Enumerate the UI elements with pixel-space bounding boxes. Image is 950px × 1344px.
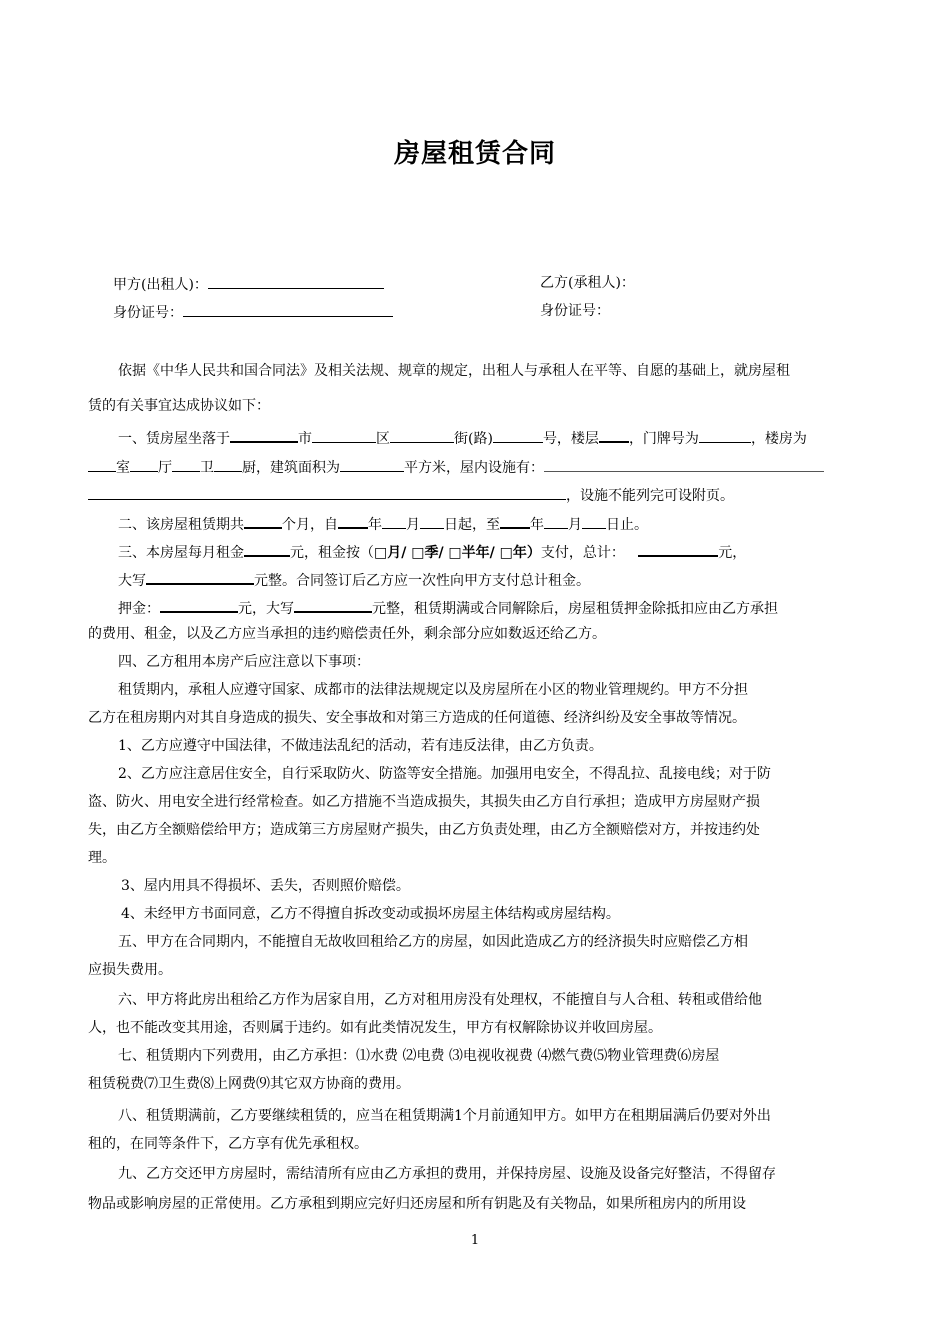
clause3-text: 元整。合同签订后乙方应一次性向甲方支付总计租金。 [254, 573, 590, 589]
lessor-id-blank[interactable] [183, 301, 393, 317]
clause7-line-2: 租赁税费⑺卫生费⑻上网费⑼其它双方协商的费用。 [88, 1076, 410, 1092]
clause1-text: 一、赁房屋坐落于 [118, 431, 230, 447]
lessee-label: 乙方(承租人)： [540, 275, 635, 291]
clause1-text: 厅 [158, 460, 172, 476]
halls-blank[interactable] [130, 456, 158, 472]
clause3-line-2 [118, 568, 868, 591]
lessee-id-label: 身份证号： [540, 303, 610, 319]
payment-period-options[interactable]: □月/ □季/ □半年/ □年） [374, 545, 541, 561]
clause1-line-2 [88, 456, 868, 478]
clause4-item-1: 1、乙方应遵守中国法律，不做违法乱纪的活动，若有违反法律，由乙方负责。 [118, 738, 603, 754]
clause6-line-1: 六、甲方将此房出租给乙方作为居家自用，乙方对租用房没有处理权，不能擅自与人合租、转租或借给他 [118, 992, 762, 1008]
clause1-text: ，楼房为 [750, 431, 807, 447]
lessor-row [113, 273, 384, 295]
clause8-line-1: 八、租赁期满前，乙方要继续租赁的，应当在租赁期满1个月前通知甲方。如甲方在租期届满后仍要对外出 [118, 1108, 771, 1124]
clause1-text: ，门牌号为 [628, 431, 699, 447]
deposit-text: 元整，租赁期满或合同解除后，房屋租赁押金除抵扣应由乙方承担 [372, 601, 778, 617]
clause2-text: 个月，自 [282, 517, 338, 533]
clause9-line-1: 九、乙方交还甲方房屋时，需结清所有应由乙方承担的费用，并保持房屋、设施及设备完好整洁，不得留存 [118, 1166, 776, 1182]
clause3-text: 大写 [118, 573, 146, 589]
clause2-line [118, 512, 868, 535]
clause1-text: 厨，建筑面积为 [242, 460, 340, 476]
clause3-line-1 [118, 540, 868, 563]
clause9-line-2: 物品或影响房屋的正常使用。乙方承租到期应完好归还房屋和所有钥匙及有关物品，如果所租房内的所用设 [88, 1196, 746, 1212]
baths-blank[interactable] [172, 456, 200, 472]
clause5-line-1: 五、甲方在合同期内，不能擅自无故收回租给乙方的房屋，如因此造成乙方的经济损失时应赔偿乙方相 [118, 934, 748, 950]
clause1-text: 号，楼层 [542, 431, 599, 447]
lessor-label: 甲方(出租人)： [113, 277, 208, 293]
clause1-text: 街(路) [454, 431, 493, 447]
facilities-blank[interactable] [544, 456, 824, 472]
end-year-blank[interactable] [500, 512, 530, 529]
rooms-blank[interactable] [88, 456, 116, 472]
clause1-text: 区 [376, 431, 390, 447]
start-day-blank[interactable] [420, 513, 444, 529]
end-month-blank[interactable] [544, 513, 568, 529]
start-year-blank[interactable] [338, 512, 368, 529]
clause1-text: 室 [116, 460, 130, 476]
clause4-intro-1: 租赁期内，承租人应遵守国家、成都市的法律法规规定以及房屋所在小区的物业管理规约。甲方不分担 [118, 682, 748, 698]
clause4-heading: 四、乙方租用本房产后应注意以下事项： [118, 654, 370, 670]
clause5-line-2: 应损失费用。 [88, 962, 172, 978]
floor-blank[interactable] [599, 426, 629, 443]
kitchens-blank[interactable] [214, 456, 242, 472]
facilities-blank-continued[interactable] [88, 484, 566, 500]
clause2-text: 月 [406, 517, 420, 533]
lessor-id-row [113, 301, 393, 323]
deposit-blank[interactable] [160, 596, 238, 613]
months-blank[interactable] [244, 512, 282, 529]
street-blank[interactable] [390, 427, 454, 443]
clause4-item-2-line-1: 2、乙方应注意居住安全，自行采取防火、防盗等安全措施。加强用电安全，不得乱拉、乱接电线；对于防 [118, 766, 771, 782]
clause2-text: 年 [530, 517, 544, 533]
clause7-line-1: 七、租赁期内下列费用，由乙方承担：⑴水费 ⑵电费 ⑶电视收视费 ⑷燃气费⑸物业管理费⑹房屋 [118, 1048, 720, 1064]
preamble-line-1: 依据《中华人民共和国合同法》及相关法规、规章的规定，出租人与承租人在平等、自愿的基础上，就房屋租 [118, 363, 790, 379]
clause2-text: 月 [568, 517, 582, 533]
clause1-text: 卫 [200, 460, 214, 476]
total-in-words-blank[interactable] [146, 568, 254, 585]
clause3-text: 元，租金按（ [290, 545, 374, 561]
clause2-text: 年 [368, 517, 382, 533]
clause4-item-2-line-4: 理。 [88, 850, 116, 866]
clause1-line-1 [118, 426, 868, 449]
clause1-text: 市 [298, 431, 312, 447]
deposit-line-2: 的费用、租金，以及乙方应当承担的违约赔偿责任外，剩余部分应如数返还给乙方。 [88, 626, 606, 642]
total-blank[interactable] [638, 540, 718, 557]
clause2-text: 日起，至 [444, 517, 500, 533]
clause3-text: 元， [718, 545, 747, 561]
clause3-text: 三、本房屋每月租金 [118, 545, 244, 561]
start-month-blank[interactable] [382, 513, 406, 529]
clause2-text: 二、该房屋租赁期共 [118, 517, 244, 533]
district-blank[interactable] [312, 427, 376, 443]
door-number-blank[interactable] [699, 427, 751, 443]
number-blank[interactable] [493, 427, 543, 443]
city-blank[interactable] [230, 426, 298, 443]
deposit-text: 押金： [118, 601, 160, 617]
monthly-rent-blank[interactable] [244, 540, 290, 557]
lessor-id-label: 身份证号： [113, 305, 183, 321]
clause1-line-3 [88, 484, 868, 506]
clause4-item-4: 4、未经甲方书面同意，乙方不得擅自拆改变动或损坏房屋主体结构或房屋结构。 [121, 906, 620, 922]
clause4-item-2-line-3: 失，由乙方全额赔偿给甲方；造成第三方房屋财产损失，由乙方负责处理，由乙方全额赔偿对方，并按违约处 [88, 822, 760, 838]
deposit-in-words-blank[interactable] [294, 596, 372, 613]
clause2-text: 日止。 [606, 517, 648, 533]
clause4-item-2-line-2: 盗、防火、用电安全进行经常检查。如乙方措施不当造成损失，其损失由乙方自行承担；造成甲方房屋财产损 [88, 794, 760, 810]
preamble-line-2: 赁的有关事宜达成协议如下： [88, 398, 270, 414]
clause1-text: ，设施不能列完可设附页。 [566, 488, 734, 504]
clause1-text: 平方米，屋内设施有： [404, 460, 544, 476]
deposit-line-1 [118, 596, 868, 619]
clause3-text: 支付，总计： [540, 545, 625, 561]
lessor-name-blank[interactable] [208, 273, 384, 289]
clause4-item-3: 3、屋内用具不得损坏、丢失，否则照价赔偿。 [121, 878, 410, 894]
deposit-text: 元，大写 [238, 601, 294, 617]
page-number: 1 [470, 1233, 480, 1248]
area-blank[interactable] [340, 456, 404, 472]
document-title: 房屋租赁合同 [393, 139, 556, 169]
clause8-line-2: 租的，在同等条件下，乙方享有优先承租权。 [88, 1136, 368, 1152]
clause4-intro-2: 乙方在租房期内对其自身造成的损失、安全事故和对第三方造成的任何道德、经济纠纷及安全事故等情况。 [88, 710, 746, 726]
clause6-line-2: 人，也不能改变其用途，否则属于违约。如有此类情况发生，甲方有权解除协议并收回房屋。 [88, 1020, 662, 1036]
end-day-blank[interactable] [582, 513, 606, 529]
